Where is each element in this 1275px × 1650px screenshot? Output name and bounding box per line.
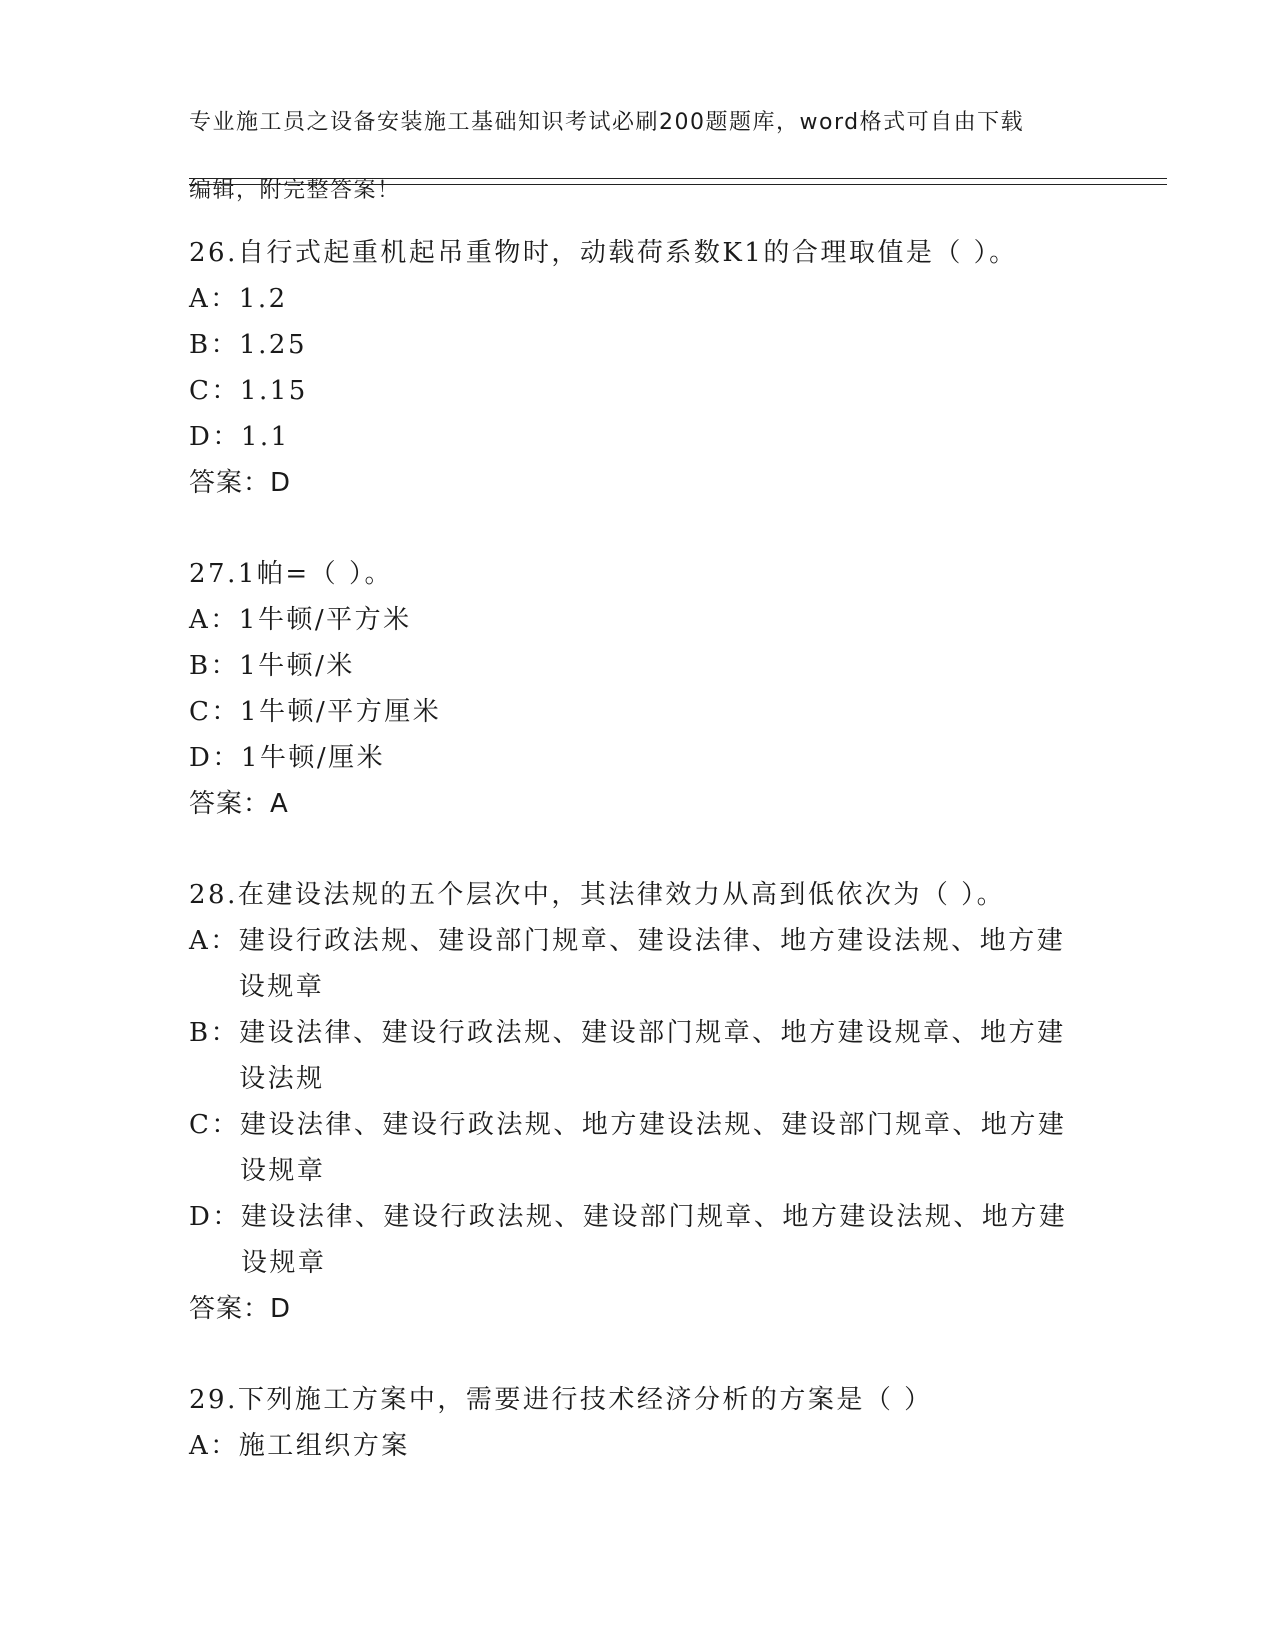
option-text: 1牛顿/米 (239, 651, 355, 681)
question-stem: 28.在建设法规的五个层次中，其法律效力从高到低依次为（ ）。 (189, 880, 1006, 910)
option-c: C ： 建设法律、建设行政法规、地方建设法规、建设部门规章、地方建设规章 (189, 1102, 1089, 1194)
option-a: A ： 施工组织方案 (189, 1423, 1089, 1469)
answer-label: 答案： (189, 789, 271, 819)
option-key: A (189, 284, 211, 314)
question-28 (189, 872, 1089, 1332)
option-b: B ： 1.25 (189, 322, 1089, 368)
question-27 (189, 551, 1089, 827)
header-line-2: 编辑，附完整答案！ (189, 178, 401, 203)
option-key: B (189, 1018, 211, 1048)
option-text: 施工组织方案 (238, 1431, 410, 1461)
option-a: A ： 建设行政法规、建设部门规章、建设法律、地方建设法规、地方建设规章 (189, 918, 1089, 1010)
option-d: D ： 1牛顿/厘米 (189, 735, 1089, 781)
answer-value: D (270, 468, 292, 498)
option-text: 1.15 (239, 376, 308, 406)
answer-value: A (270, 789, 289, 819)
answer-label: 答案： (189, 468, 271, 498)
option-text: 1牛顿/平方厘米 (239, 697, 442, 727)
option-a: A ： 1牛顿/平方米 (189, 597, 1089, 643)
option-text: 1.2 (238, 284, 288, 314)
option-text: 建设法律、建设行政法规、建设部门规章、地方建设规章、地方建设法规 (239, 1018, 1066, 1094)
question-stem: 29.下列施工方案中，需要进行技术经济分析的方案是（ ） (189, 1385, 933, 1415)
option-b: B ： 建设法律、建设行政法规、建设部门规章、地方建设规章、地方建设法规 (189, 1010, 1089, 1102)
option-key: B (189, 330, 211, 360)
answer-line (189, 460, 1089, 506)
option-key: A (189, 926, 211, 956)
option-text: 建设法律、建设行政法规、地方建设法规、建设部门规章、地方建设规章 (239, 1110, 1067, 1186)
option-key: C (189, 1110, 212, 1140)
answer-line (189, 1286, 1089, 1332)
option-key: A (189, 605, 211, 635)
header-line-1: 专业施工员之设备安装施工基础知识考试必刷200题题库，word格式可自由下载 (189, 110, 1025, 135)
option-text: 建设行政法规、建设部门规章、建设法律、地方建设法规、地方建设规章 (238, 926, 1066, 1002)
option-text: 建设法律、建设行政法规、建设部门规章、地方建设法规、地方建设规章 (240, 1202, 1068, 1278)
option-key: C (189, 376, 212, 406)
option-text: 1牛顿/平方米 (238, 605, 412, 635)
option-key: A (189, 1431, 211, 1461)
option-key: C (189, 697, 212, 727)
answer-value: D (270, 1294, 292, 1324)
option-c: C ： 1牛顿/平方厘米 (189, 689, 1089, 735)
option-text: 1牛顿/厘米 (240, 743, 386, 773)
option-c: C ： 1.15 (189, 368, 1089, 414)
option-d: D ： 建设法律、建设行政法规、建设部门规章、地方建设法规、地方建设规章 (189, 1194, 1089, 1286)
question-stem: 26.自行式起重机起吊重物时，动载荷系数K1的合理取值是（ ）。 (189, 238, 1018, 268)
header-divider-top (189, 178, 1167, 179)
document-header (189, 72, 1089, 242)
answer-label: 答案： (189, 1294, 271, 1324)
option-d: D ： 1.1 (189, 414, 1089, 460)
option-key: D (189, 422, 213, 452)
question-29 (189, 1377, 1089, 1469)
question-list (189, 230, 1089, 1514)
option-b: B ： 1牛顿/米 (189, 643, 1089, 689)
option-key: D (189, 743, 213, 773)
question-stem: 27.1帕=（ ）。 (189, 559, 393, 589)
option-text: 1.25 (239, 330, 308, 360)
option-text: 1.1 (240, 422, 290, 452)
question-26 (189, 230, 1089, 506)
option-a: A ： 1.2 (189, 276, 1089, 322)
option-key: B (189, 651, 211, 681)
answer-line (189, 781, 1089, 827)
option-key: D (189, 1202, 213, 1232)
header-divider-bottom (189, 184, 1167, 185)
